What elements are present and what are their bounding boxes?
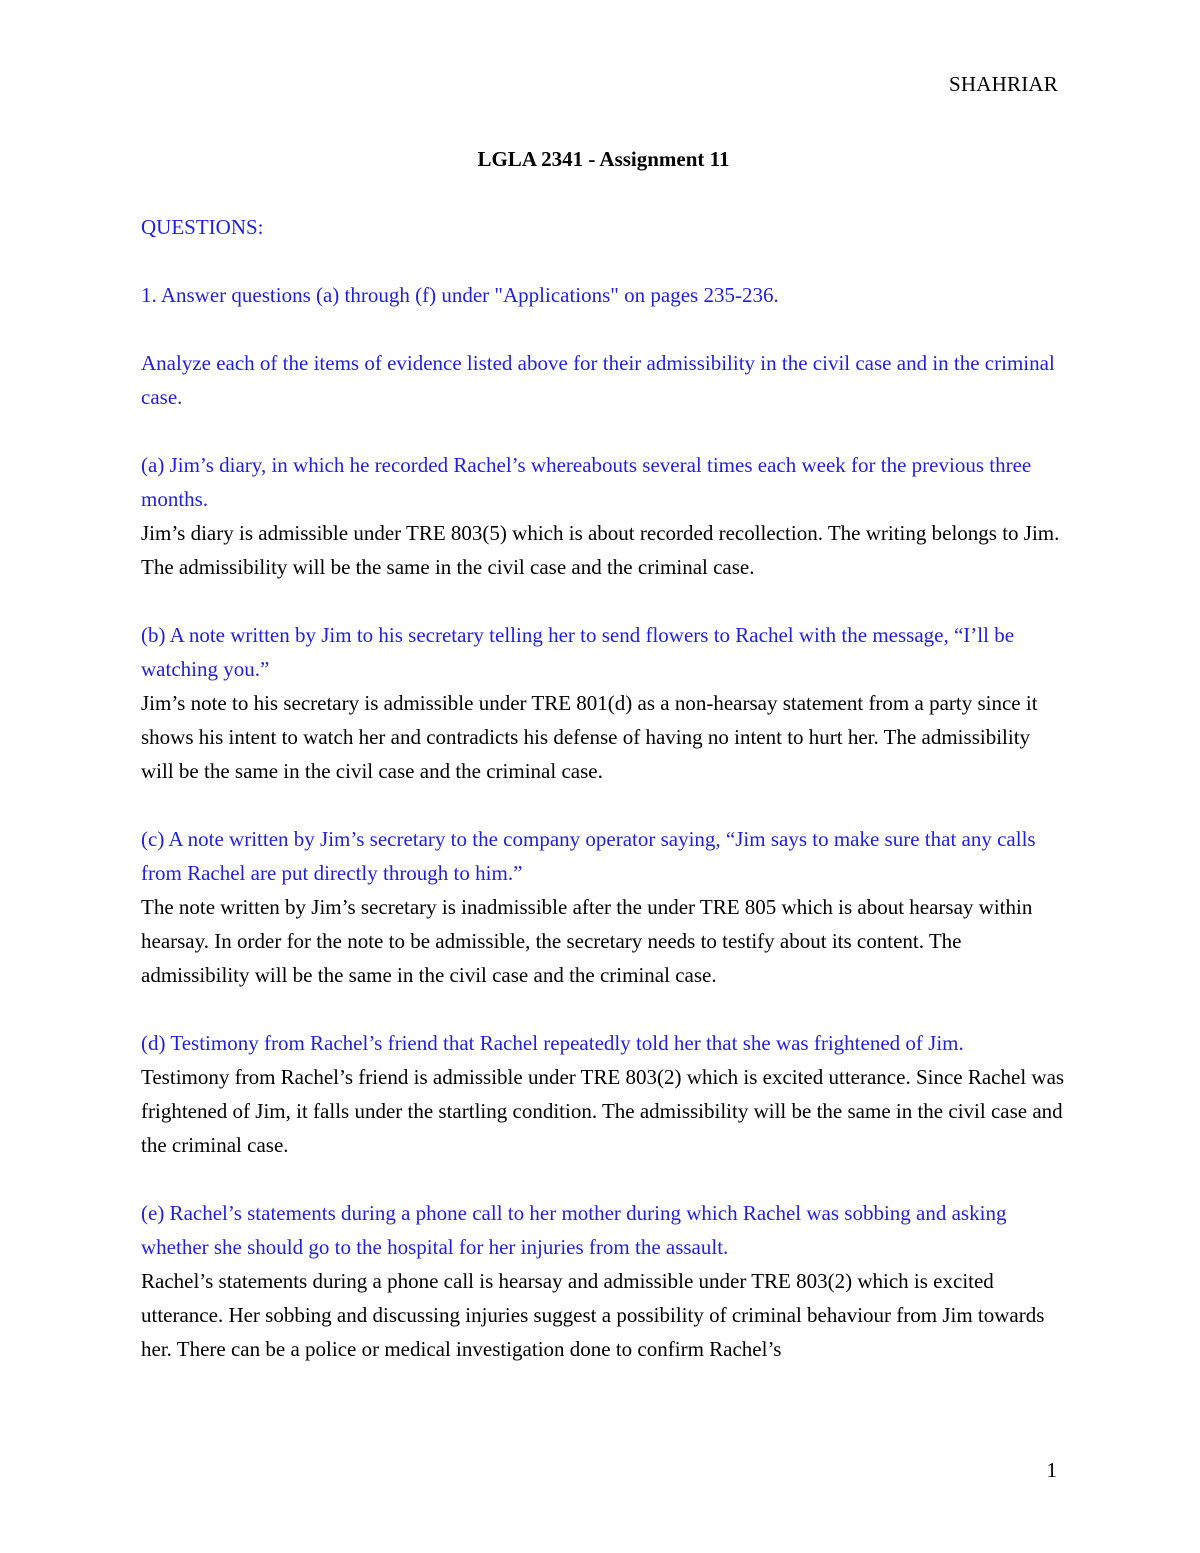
instruction-text: Analyze each of the items of evidence listed above for their admissibility in the civil case and in the criminal case. [141, 351, 1055, 409]
item-answer: Testimony from Rachel’s friend is admissible under TRE 803(2) which is excited utterance. Since Rachel was frightened of Jim, it falls under the startling condition. The admissibility will be the same in the civil case and the criminal case. [141, 1065, 1065, 1157]
paragraph-spacer [141, 788, 1066, 822]
item-e [141, 1196, 1066, 1366]
document-title: LGLA 2341 - Assignment 11 [477, 147, 730, 171]
header-author-name: SHAHRIAR [949, 72, 1058, 96]
document-body [141, 142, 1066, 1366]
item-prompt: (a) Jim’s diary, in which he recorded Rachel’s whereabouts several times each week for the previous three months. [141, 453, 1032, 511]
paragraph-spacer [141, 584, 1066, 618]
section-heading: QUESTIONS: [141, 215, 264, 239]
page-number: 1 [1046, 1458, 1057, 1482]
paragraph-spacer [141, 414, 1066, 448]
paragraph-spacer [141, 244, 1066, 278]
paragraph-spacer [141, 1162, 1066, 1196]
item-prompt: (c) A note written by Jim’s secretary to the company operator saying, “Jim says to make sure that any calls from Rachel are put directly through to him.” [141, 827, 1036, 885]
item-answer: Jim’s note to his secretary is admissible under TRE 801(d) as a non-hearsay statement from a party since it shows his intent to watch her and contradicts his defense of having no intent to hurt her. The admissibility will be the same in the civil case and the criminal case. [141, 691, 1038, 783]
question-1-text: 1. Answer questions (a) through (f) under "Applications" on pages 235-236. [141, 283, 779, 307]
paragraph-spacer [141, 992, 1066, 1026]
item-b [141, 618, 1066, 788]
item-answer: Jim’s diary is admissible under TRE 803(5) which is about recorded recollection. The writing belongs to Jim. The admissibility will be the same in the civil case and the criminal case. [141, 521, 1060, 579]
item-answer: The note written by Jim’s secretary is inadmissible after the under TRE 805 which is about hearsay within hearsay. In order for the note to be admissible, the secretary needs to testify about its content. The admissibility will be the same in the civil case and the criminal case. [141, 895, 1033, 987]
item-d [141, 1026, 1066, 1162]
item-a [141, 448, 1066, 584]
item-prompt: (e) Rachel’s statements during a phone call to her mother during which Rachel was sobbing and asking whether she should go to the hospital for her injuries from the assault. [141, 1201, 1007, 1259]
item-answer: Rachel’s statements during a phone call is hearsay and admissible under TRE 803(2) which is excited utterance. Her sobbing and discussing injuries suggest a possibility of criminal behaviour from Jim towards her. There can be a police or medical investigation done to confirm Rachel’s [141, 1269, 1045, 1361]
item-c [141, 822, 1066, 992]
paragraph-spacer [141, 312, 1066, 346]
item-prompt: (b) A note written by Jim to his secretary telling her to send flowers to Rachel with the message, “I’ll be watching you.” [141, 623, 1015, 681]
item-prompt: (d) Testimony from Rachel’s friend that Rachel repeatedly told her that she was frightened of Jim. [141, 1031, 964, 1055]
